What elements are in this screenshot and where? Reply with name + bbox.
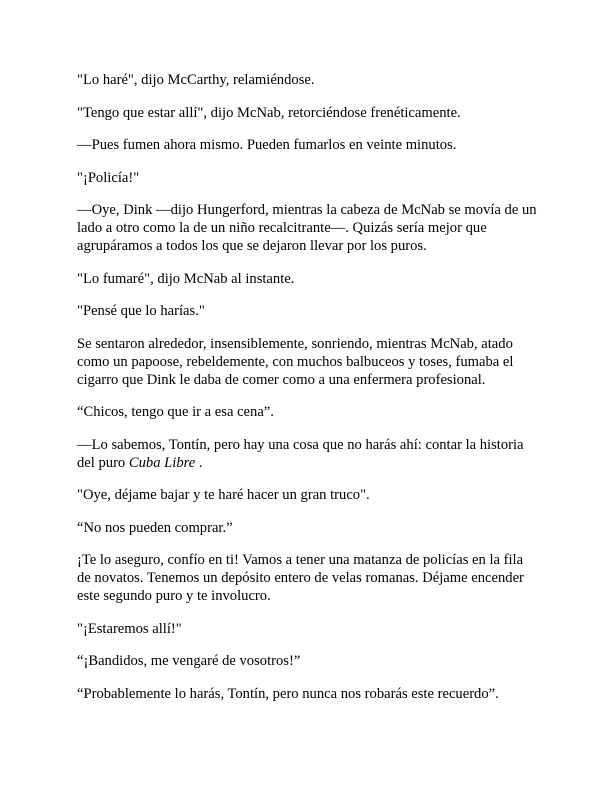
- paragraph-14: "¡Estaremos allí!": [77, 620, 182, 637]
- paragraph-10: [77, 436, 539, 472]
- paragraph-10-text: —Lo sabemos, Tontín, pero hay una cosa que no harás ahí: contar la historia del puro: [77, 436, 524, 471]
- paragraph-11: "Oye, déjame bajar y te haré hacer un gran truco".: [77, 487, 370, 503]
- paragraph-13: ¡Te lo aseguro, confío en ti! Vamos a tener una matanza de policías en la fila de novatos. Tenemos un depósito entero de velas romanas. Déjame encender este segundo puro y te involucro.: [77, 552, 524, 604]
- paragraph-2: "Tengo que estar allí", dijo McNab, retorciéndose frenéticamente.: [77, 104, 461, 121]
- paragraph-9: “Chicos, tengo que ir a esa cena”.: [77, 404, 274, 420]
- paragraph-10-end: .: [195, 454, 203, 471]
- paragraph-15: “¡Bandidos, me vengaré de vosotros!”: [77, 653, 301, 669]
- paragraph-6: "Lo fumaré", dijo McNab al instante.: [77, 270, 295, 287]
- paragraph-16: “Probablemente lo harás, Tontín, pero nunca nos robarás este recuerdo”.: [77, 685, 499, 702]
- paragraph-1: "Lo haré", dijo McCarthy, relamiéndose.: [77, 72, 315, 88]
- paragraph-3: —Pues fumen ahora mismo. Pueden fumarlos en veinte minutos.: [77, 137, 457, 153]
- document-body: [77, 71, 539, 717]
- paragraph-4: "¡Policía!": [77, 169, 140, 186]
- book-title-italic: Cuba Libre: [128, 454, 196, 471]
- paragraph-8: Se sentaron alrededor, insensiblemente, sonriendo, mientras McNab, atado como un papoose, rebeldemente, con muchos balbuceos y toses, fumaba el cigarro que Dink le daba de comer como a una enfermera profesional.: [77, 335, 514, 388]
- paragraph-7: "Pensé que lo harías.": [77, 303, 205, 319]
- paragraph-5: —Oye, Dink —dijo Hungerford, mientras la cabeza de McNab se movía de un lado a otro como la de un niño recalcitrante—. Quizás sería mejor que agrupáramos a todos los que se dejaron llevar por los puros.: [77, 202, 537, 254]
- paragraph-12: “No nos pueden comprar.”: [77, 519, 233, 536]
